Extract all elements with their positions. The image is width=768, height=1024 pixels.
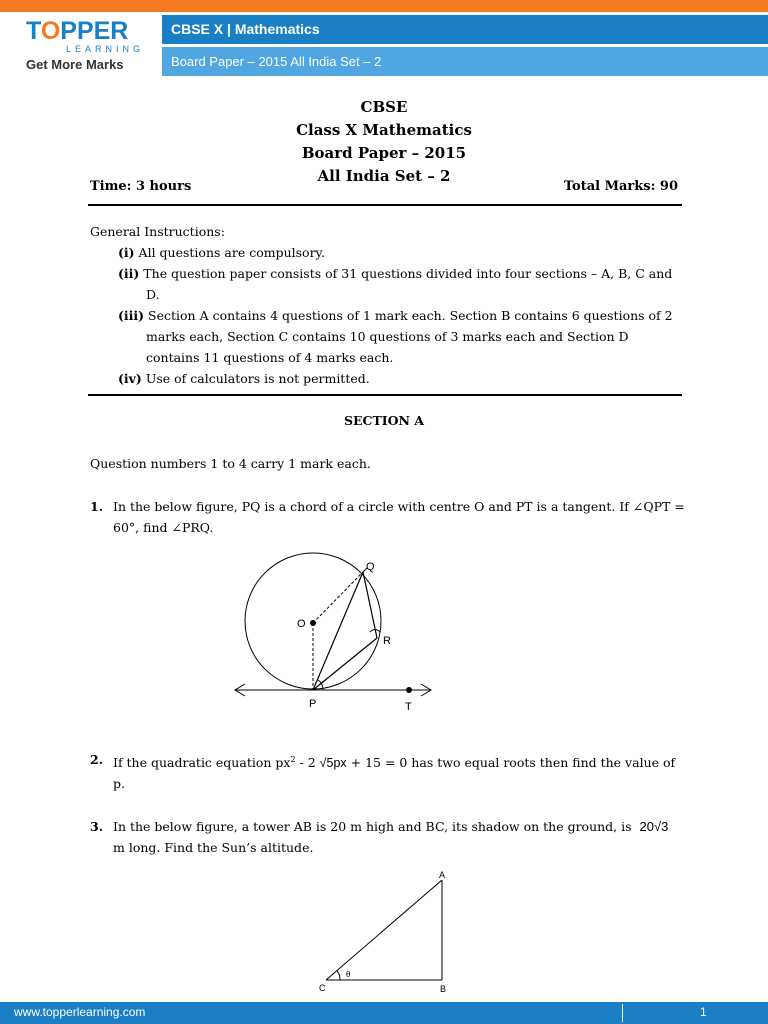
q3-text-line-2: m long. Find the Sun’s altitude.: [113, 840, 314, 855]
title-line-3: Board Paper – 2015: [301, 144, 467, 162]
instruction-iii-cont-1: marks each, Section C contains 10 questions of 3 marks each and Section D: [146, 329, 629, 344]
instruction-i: (i) All questions are compulsory.: [118, 245, 325, 260]
instruction-iii: (iii) Section A contains 4 questions of 1 mark each. Section B contains 6 questions of 2: [118, 308, 673, 323]
time-allowed: Time: 3 hours: [90, 179, 192, 194]
section-heading: SECTION A: [343, 413, 425, 428]
section-intro: Question numbers 1 to 4 carry 1 mark each.: [90, 456, 371, 471]
divider-top: [88, 204, 682, 206]
logo-tagline: Get More Marks: [26, 57, 124, 72]
label-theta: θ: [346, 970, 351, 979]
q3-tower-figure: [312, 868, 462, 994]
chord-qr: [363, 572, 377, 638]
instruction-iii-cont-2: contains 11 questions of 4 marks each.: [146, 350, 394, 365]
point-t: [406, 687, 412, 693]
q2-text-line-1: If the quadratic equation $px^2 - 2$ √5px + 15 = 0 has two equal roots then find the value of: [113, 755, 676, 771]
footer-bar: [0, 1002, 768, 1024]
q3-text-line-1: In the below figure, a tower AB is 20 m high and BC, its shadow on the ground, is 20√3: [113, 819, 669, 834]
title-line-2: Class X Mathematics: [296, 121, 472, 139]
label-o: O: [297, 618, 306, 630]
q2-text-line-2: p.: [113, 776, 125, 791]
q1-number: 1.: [90, 499, 104, 514]
label-p: P: [309, 698, 317, 710]
instruction-ii: (ii) The question paper consists of 31 questions divided into four sections – A, B, C and: [118, 266, 673, 281]
q1-circle-figure: [225, 552, 445, 717]
top-accent-bar: [0, 0, 768, 12]
radius-oq: [313, 572, 363, 623]
title-line-1: CBSE: [360, 98, 408, 116]
topper-logo: TOPPER LEARNING Get More Marks: [26, 17, 145, 72]
footer-url[interactable]: www.topperlearning.com: [14, 1005, 146, 1019]
angle-theta-arc: [337, 971, 340, 980]
instructions-heading: General Instructions:: [90, 224, 225, 239]
chord-pr: [313, 638, 377, 690]
point-o: [310, 620, 316, 626]
label-t: T: [405, 701, 412, 713]
label-b: B: [440, 984, 447, 994]
q1-text-line-2: 60°, find ∠PRQ.: [113, 520, 214, 535]
chord-pq: [313, 572, 363, 690]
q1-text-line-1: In the below figure, PQ is a chord of a circle with centre O and PT is a tangent. If ∠QPT =: [113, 499, 685, 514]
sun-ray-ca: [326, 880, 442, 980]
title-line-4: All India Set – 2: [317, 167, 451, 185]
label-c: C: [319, 983, 326, 993]
divider-instructions: [88, 394, 682, 396]
paper-banner: Board Paper – 2015 All India Set – 2: [162, 47, 768, 76]
q2-number: 2.: [90, 752, 104, 767]
label-a: A: [439, 870, 446, 880]
instruction-ii-cont: D.: [146, 287, 160, 302]
label-q: Q: [366, 561, 375, 573]
q3-number: 3.: [90, 819, 104, 834]
total-marks: Total Marks: 90: [563, 179, 678, 194]
instruction-iv: (iv) Use of calculators is not permitted.: [118, 371, 370, 386]
label-r: R: [383, 635, 391, 647]
subject-banner: CBSE X | Mathematics: [162, 15, 768, 44]
footer-separator: [622, 1004, 623, 1022]
page-number: 1: [700, 1005, 707, 1019]
